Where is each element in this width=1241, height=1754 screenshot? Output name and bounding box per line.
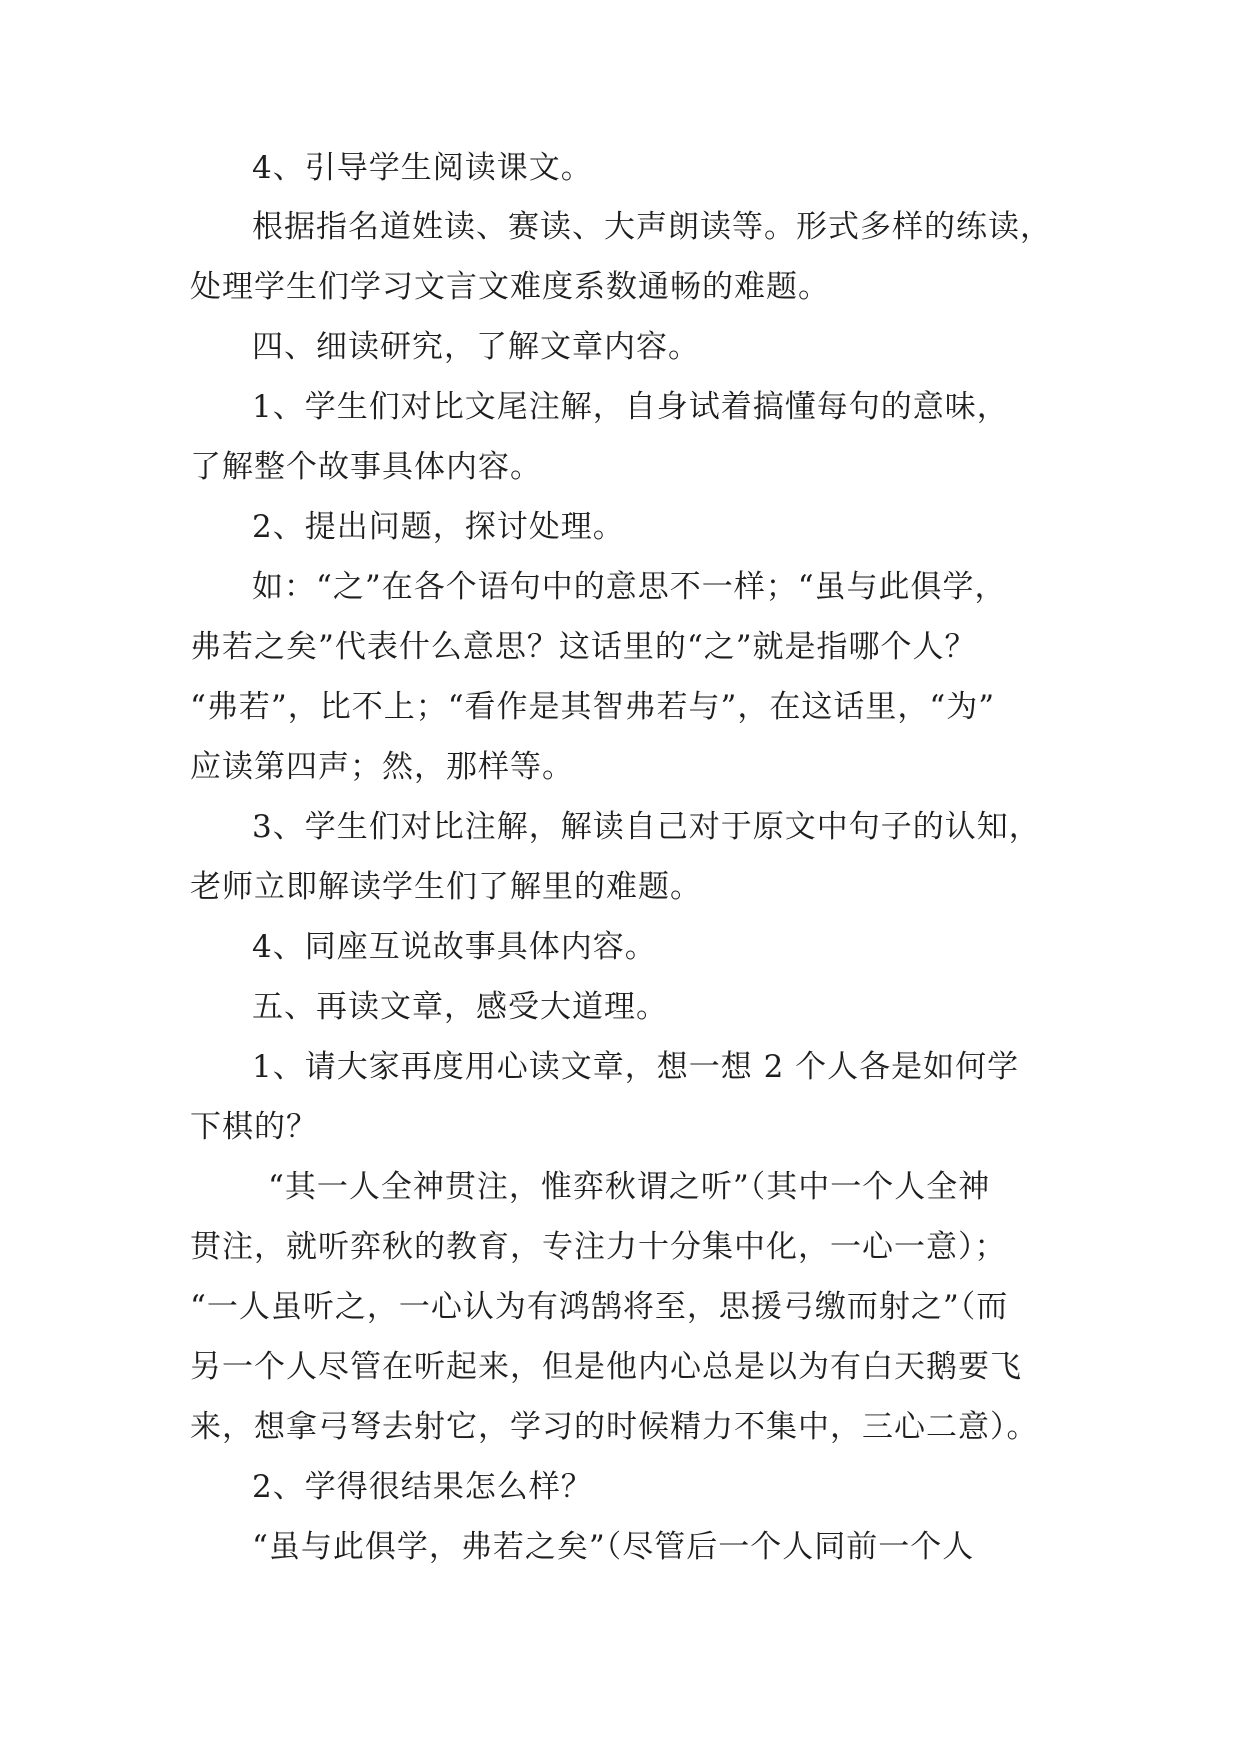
text-line: 4、同座互说故事具体内容。 bbox=[252, 929, 657, 965]
text-line: 另一个人尽管在听起来，但是他内心总是以为有白天鹅要飞 bbox=[190, 1349, 1022, 1385]
text-line: 1、请大家再度用心读文章，想一想 2 个人各是如何学 bbox=[252, 1049, 1020, 1085]
text-line: 2、提出问题，探讨处理。 bbox=[252, 509, 625, 545]
text-line: “一人虽听之，一心认为有鸿鹄将至，思援弓缴而射之”（而 bbox=[190, 1289, 1009, 1325]
text-line: 来，想拿弓弩去射它，学习的时候精力不集中，三心二意）。 bbox=[190, 1409, 1039, 1445]
text-line: 老师立即解读学生们了解里的难题。 bbox=[190, 869, 702, 905]
text-line: “其一人全神贯注，惟弈秋谓之听”（其中一个人全神 bbox=[268, 1169, 991, 1205]
text-line: 弗若之矣”代表什么意思？这话里的“之”就是指哪个人？ bbox=[190, 629, 977, 665]
text-line: 3、学生们对比注解，解读自己对于原文中句子的认知， bbox=[252, 809, 1041, 845]
text-line: 应读第四声；然，那样等。 bbox=[190, 749, 574, 785]
text-line: “弗若”，比不上；“看作是其智弗若与”，在这话里，“为” bbox=[190, 689, 996, 725]
text-line: 处理学生们学习文言文难度系数通畅的难题。 bbox=[190, 269, 830, 305]
text-line: 如：“之”在各个语句中的意思不一样；“虽与此俱学， bbox=[252, 569, 1007, 605]
text-line: 4、引导学生阅读课文。 bbox=[252, 150, 593, 186]
text-line: 了解整个故事具体内容。 bbox=[190, 449, 542, 485]
text-line: 根据指名道姓读、赛读、大声朗读等。形式多样的练读， bbox=[252, 209, 1052, 245]
text-line: 五、再读文章，感受大道理。 bbox=[252, 989, 668, 1025]
text-line: “虽与此俱学，弗若之矣”（尽管后一个人同前一个人 bbox=[252, 1529, 975, 1565]
text-line: 2、学得很结果怎么样？ bbox=[252, 1469, 593, 1505]
text-line: 四、细读研究，了解文章内容。 bbox=[252, 329, 700, 365]
text-line: 1、学生们对比文尾注解，自身试着搞懂每句的意味， bbox=[252, 389, 1009, 425]
text-line: 下棋的？ bbox=[190, 1109, 318, 1145]
text-line: 贯注，就听弈秋的教育，专注力十分集中化，一心一意）； bbox=[190, 1229, 1007, 1265]
